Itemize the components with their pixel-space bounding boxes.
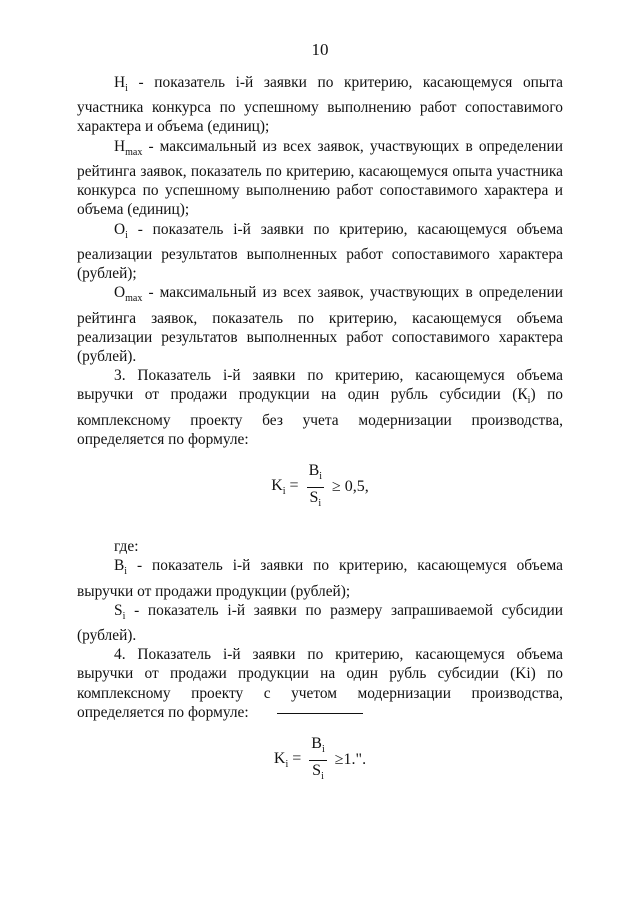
symbol: Н [114, 137, 126, 155]
symbol-subscript: i [122, 610, 126, 622]
document-body [77, 73, 563, 784]
definition-o-i [77, 220, 563, 284]
item-3-text-start: 3. Показатель i-й заявки по критерию, касающемуся объема выручки от продажи продукции на один рубль субсидии (К [77, 367, 563, 404]
denominator-subscript: i [318, 497, 322, 509]
numerator-subscript: i [321, 744, 325, 756]
item-3-paragraph [77, 366, 563, 449]
formula-fraction [309, 735, 326, 784]
formula-rhs: ≥1.". [330, 751, 367, 769]
definition-text: - максимальный из всех заявок, участвующих в определении рейтинга заявок, показатель по критерию, касающемуся объема реализации результатов выполненных работ сопоставимого характера (рублей). [77, 284, 563, 365]
numerator-subscript: i [319, 471, 323, 483]
formula-2 [77, 736, 563, 784]
formula-lhs-subscript: i [282, 486, 286, 498]
definition-h-i [77, 73, 563, 137]
symbol: О [114, 284, 126, 302]
symbol-subscript: i [125, 83, 128, 95]
definition-text: - показатель i-й заявки по размеру запрашиваемой субсидии (рублей). [77, 601, 563, 645]
formula-lhs [271, 477, 302, 497]
page-number: 10 [311, 40, 329, 59]
formula-numerator [309, 735, 326, 760]
symbol-subscript: max [125, 146, 143, 158]
definition-h-max [77, 137, 563, 220]
closing-rule [277, 713, 363, 714]
symbol: Н [114, 74, 126, 91]
formula-lhs [274, 750, 305, 770]
item-3-subscript: i [527, 395, 531, 407]
formula-denominator [310, 761, 326, 785]
denominator-subscript: i [321, 770, 324, 782]
symbol: О [114, 220, 126, 238]
denominator-symbol: S [309, 488, 319, 506]
definition-text: - максимальный из всех заявок, участвующих в определении рейтинга заявок, показатель по критерию, касающемуся опыта участника конкурса по успешному выполнению работ сопоставимого характера и объема (единиц); [77, 137, 563, 219]
symbol: В [114, 557, 125, 575]
formula-numerator [307, 462, 324, 487]
definition-s-i [77, 601, 563, 645]
formula-1 [77, 463, 563, 511]
formula-fraction [307, 462, 324, 511]
numerator-symbol: B [311, 735, 322, 753]
item-3-text-end: ) по комплексному проекту без учета модернизации производства, определяется по формуле: [77, 386, 564, 448]
item-4-paragraph: 4. Показатель i-й заявки по критерию, касающемуся объема выручки от продажи продукции на один рубль субсидии (Ki) по комплексному проекту с учетом модернизации производства, определяется по формуле: [77, 646, 563, 721]
definition-text: - показатель i-й заявки по критерию, касающемуся опыта участника конкурса по успешному выполнению работ сопоставимого характера и объема (единиц); [77, 74, 563, 136]
symbol-subscript: max [125, 293, 143, 305]
definition-b-i [77, 556, 563, 600]
formula-equals: = [285, 476, 303, 494]
formula-rhs: ≥ 0,5, [328, 478, 369, 496]
symbol: S [114, 601, 123, 619]
definition-text: - показатель i-й заявки по критерию, касающемуся объема выручки от продажи продукции (рублей); [77, 557, 563, 600]
where-label: где: [114, 538, 139, 556]
formula-lhs-subscript: i [285, 759, 289, 771]
definition-o-max [77, 283, 563, 366]
formula-denominator [307, 488, 323, 512]
formula-lhs-symbol: K [273, 749, 286, 767]
formula-lhs-symbol: K [271, 476, 283, 494]
symbol-subscript: i [124, 566, 128, 578]
numerator-symbol: B [308, 462, 320, 480]
denominator-symbol: S [312, 761, 322, 779]
symbol-subscript: i [125, 229, 128, 241]
formula-equals: = [288, 749, 306, 767]
definition-text: - показатель i-й заявки по критерию, касающемуся объема реализации результатов выполненных работ сопоставимого характера (рублей); [77, 220, 563, 283]
